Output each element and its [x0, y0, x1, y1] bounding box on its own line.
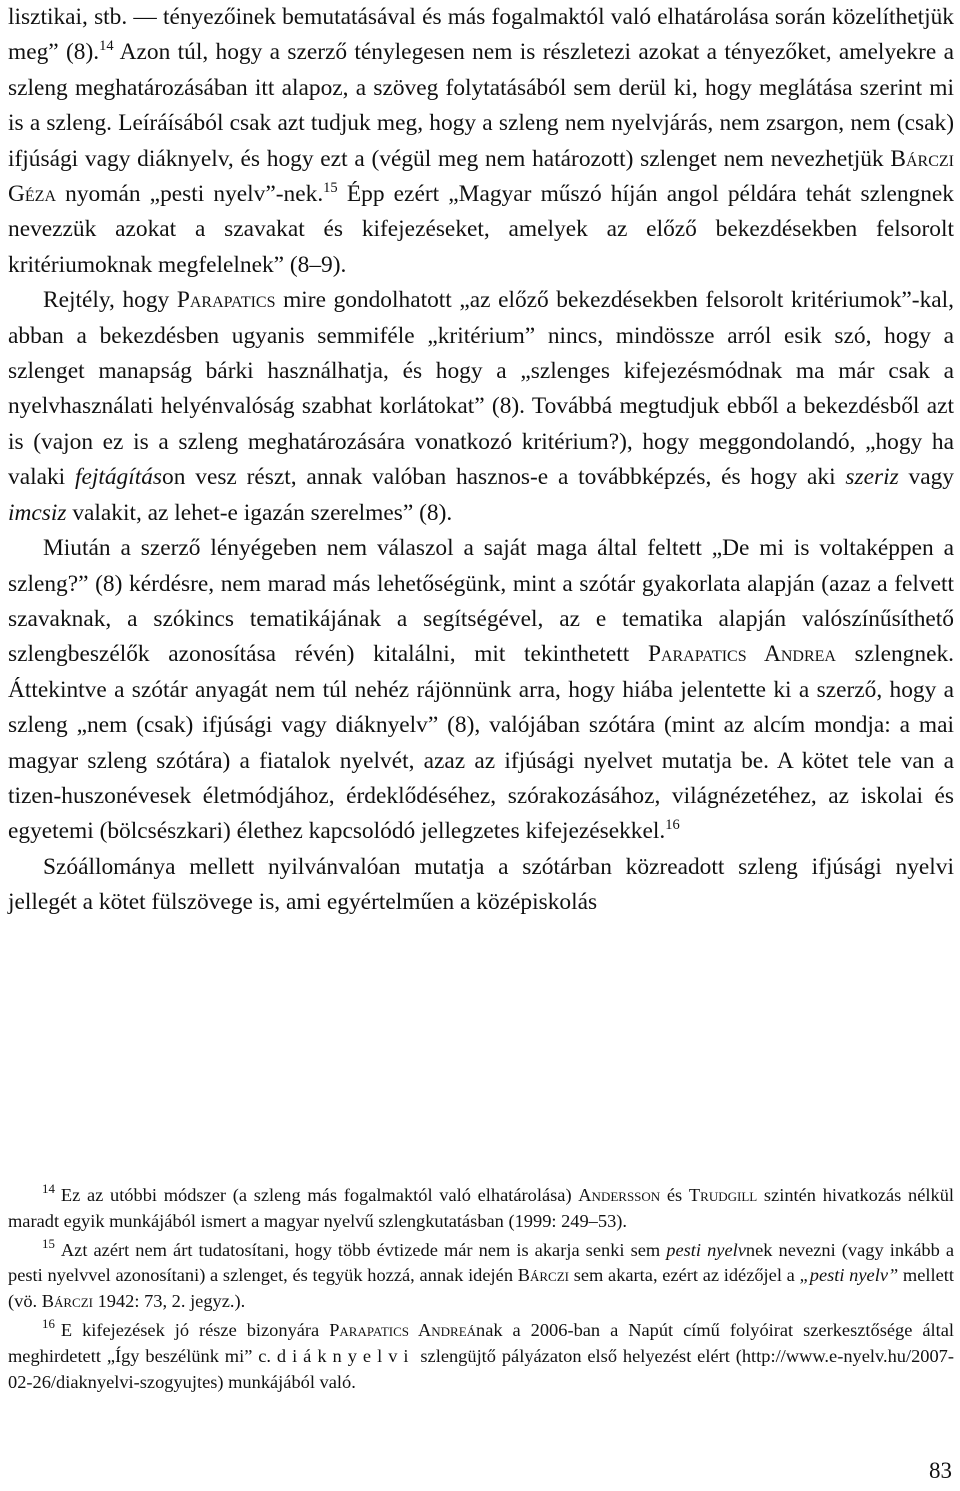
text-run: Épp ezért „Magyar műszó híján angol példára tehát szlengnek nevezzük azokat a szavakat és kifejezéseket, amelyek az előző bekezdésekben felsorolt kritériumoknak megfelelnek” (8–9).	[8, 181, 954, 278]
author-name: Parapatics	[176, 287, 276, 314]
text-run: 1942: 73, 2. jegyz.).	[93, 1291, 246, 1312]
italic-term: imcsiz	[8, 499, 67, 526]
italic-term: „pesti nyelv”	[799, 1265, 899, 1286]
text-run: Azt azért nem árt tudatosítani, hogy több évtizede már nem is akarja senki sem	[60, 1239, 667, 1260]
text-run: Azon túl, hogy a szerző ténylegesen nem is részletezi azokat a tényezőket, amelyekre a szleng meghatározásában itt alapoz, a szöveg folytatásából sem derül ki, hogy meglátása szerint mi is a szleng. Leíráísából csak azt tudjuk meg, hogy a szleng nem nyelvjárás, nem zsargon, nem (csak) ifjúsági vagy diáknyelv, és hogy ezt a (végül meg nem határozott) szlenget nem nevezhetjük	[8, 39, 954, 172]
author-name: Andersson	[578, 1185, 661, 1205]
author-name: Parapatics Andrea	[647, 641, 836, 668]
author-name: Parapatics Andreá	[329, 1319, 477, 1340]
author-name: Trudgill	[688, 1185, 758, 1205]
text-run: szlengüjtő pályázaton első helyezést elért (http://www.e-nyelv.hu/2007-02-26/diaknyelvi-szogyujtes) munkájából való.	[8, 1345, 954, 1392]
text-run: Rejtély, hogy	[43, 287, 177, 314]
text-run: nyomán „pesti nyelv”-nek.	[56, 181, 324, 208]
text-run: vagy	[898, 464, 954, 491]
text-run: mire gondolhatott „az előző bekezdésekben felsorolt kritériumok”-kal, abban a bekezdésben ugyanis semmiféle „kritérium” nincs, mindössze arról esik szó, hogy a szlenget manapság bárki használhatja, és hogy a „szlenges kifejezésmódnak ma már csak a nyelvhasználati helyénvalóság szabhat korlátokat” (8). Továbbá megtudjuk ebből a bekezdésből azt is (vajon ez is a szleng meghatározására vonatkozó kritérium?), hogy meggondolandó, „hogy ha valaki	[8, 287, 954, 491]
text-run: valakit, az lehet-e igazán szerelmes” (8).	[66, 499, 453, 526]
footnote-number: 14	[42, 1182, 55, 1196]
author-name: Bárczi	[517, 1265, 569, 1286]
spaced-term: diáknyelvi	[276, 1345, 415, 1366]
text-run: mellett (vö.	[8, 1265, 954, 1312]
footnote-14	[8, 1183, 954, 1235]
footnote-number: 16	[42, 1316, 55, 1331]
text-run: lisztikai, stb. — tényezőinek bemutatásával és más fogalmaktól való elhatárolása során közelíthetjük meg” (8).	[8, 4, 954, 66]
author-name: Bárczi	[41, 1291, 93, 1312]
italic-term: fejtágítás	[74, 464, 163, 491]
text-run: és	[660, 1185, 689, 1205]
footnote-16	[8, 1318, 954, 1395]
main-text	[8, 0, 954, 921]
paragraph-1	[8, 0, 954, 283]
italic-term: pesti nyelv	[666, 1239, 746, 1260]
footnote-ref-15: 15	[323, 180, 338, 197]
text-run: szintén hivatkozás nélkül maradt egyik munkájából ismert a magyar nyelvű szlengkutatásban (1999: 249–53).	[8, 1185, 955, 1231]
text-run: Miután a szerző lényégeben nem válaszol a saját maga által feltett „De mi is voltaképpen a szleng?” (8) kérdésre, nem marad más lehetőségünk, mint a szótár gyakorlata alapján (azaz a felvett szavaknak, a szókincs tematikájának a segítségével, az e tematika alapján valószínűsíthető szlengbeszélők azonosítása révén) kitalálni, mit tekinthetett	[8, 535, 954, 668]
footnote-ref-14: 14	[99, 38, 114, 55]
text-run: szlengnek. Áttekintve a szótár anyagát nem túl nehéz rájönnünk arra, hogy hiába jelentette ki a szerző, hogy a szleng „nem (csak) ifjúsági vagy diáknyelv” (8), valójában szótára (mint az alcím mondja: a mai magyar szleng szótára) a fiatalok nyelvét, azaz az ifjúsági nyelvet mutatja be. A kötet tele van a tizen-huszonévesek életmódjához, érdeklődéséhez, szórakozásához, világnézetéhez, az iskolai és egyetemi (bölcsészkari) élethez kapcsolódó jellegzetes kifejezésekkel.	[8, 641, 954, 845]
text-run: sem akarta, ezért az idézőjel a	[569, 1265, 800, 1286]
italic-term: szeriz	[845, 464, 899, 491]
text-run: Szóállománya mellett nyilvánvalóan mutatja a szótárban közreadott szleng ifjúsági nyelvi jellegét a kötet fülszövege is, ami egyértelműen a középiskolás	[8, 853, 954, 916]
paragraph-4	[8, 850, 954, 921]
text-run: Ez az utóbbi módszer (a szleng más fogalmaktól való elhatárolása)	[60, 1185, 579, 1205]
footnote-ref-16: 16	[665, 817, 680, 834]
page-number: 83	[929, 1458, 952, 1483]
footnotes	[8, 1183, 954, 1398]
text-run: nek nevezni (vagy inkább a pesti nyelvvel azonosítani) a szlenget, és tegyük hozzá, annak idején	[8, 1239, 955, 1286]
paragraph-3	[8, 531, 954, 850]
text-run: E kifejezések jó része bizonyára	[60, 1319, 330, 1340]
paragraph-2	[8, 283, 954, 531]
text-run: on vesz részt, annak valóban hasznos-e a továbbképzés, és hogy aki	[162, 464, 846, 491]
footnote-15	[8, 1238, 954, 1315]
footnote-number: 15	[42, 1236, 55, 1251]
text-run: nak a 2006-ban a Napút című folyóirat szerkesztősége által meghirdetett „Így beszélünk mi” c.	[8, 1319, 954, 1366]
author-name: Bárczi Géza	[8, 145, 954, 208]
